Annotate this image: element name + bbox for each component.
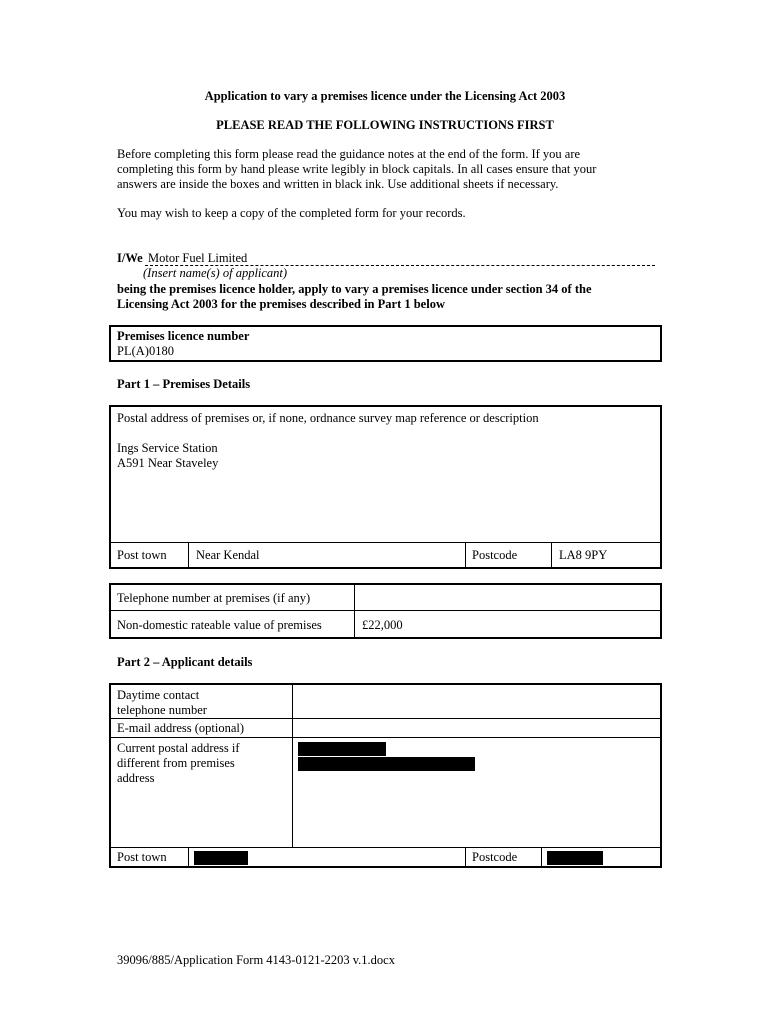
- redaction-block: [194, 851, 248, 865]
- premises-address-box: [109, 405, 662, 569]
- redaction-block: [547, 851, 603, 865]
- part2-heading: Part 2 – Applicant details: [117, 655, 253, 669]
- intro-line: completing this form by hand please write legibly in block capitals. In all cases ensure that your: [117, 162, 597, 176]
- applicant-statement: [117, 282, 657, 312]
- applicant-name[interactable]: Motor Fuel Limited: [148, 251, 248, 265]
- divider: [188, 847, 189, 867]
- divider: [110, 718, 661, 719]
- footer-reference: 39096/885/Application Form 4143-0121-2203 v.1.docx: [117, 953, 395, 967]
- applicant-post-town-label: Post town: [117, 850, 167, 864]
- divider: [465, 542, 466, 568]
- intro-line: Before completing this form please read the guidance notes at the end of the form. If you are: [117, 147, 581, 161]
- label-line: Current postal address if: [117, 741, 240, 755]
- daytime-phone-label: [117, 688, 207, 718]
- divider: [292, 684, 293, 847]
- divider: [110, 737, 661, 738]
- intro-line: answers are inside the boxes and written in black ink. Use additional sheets if necessary.: [117, 177, 559, 191]
- rateable-value[interactable]: £22,000: [362, 618, 403, 632]
- divider: [110, 542, 661, 543]
- label-line: address: [117, 771, 155, 785]
- statement-line: being the premises licence holder, apply to vary a premises licence under section 34 of the: [117, 282, 592, 296]
- premises-address-line[interactable]: Ings Service Station: [117, 441, 218, 455]
- form-title: Application to vary a premises licence under the Licensing Act 2003: [204, 89, 566, 103]
- post-town-value[interactable]: Near Kendal: [196, 548, 260, 562]
- licence-number-value[interactable]: PL(A)0180: [117, 344, 174, 358]
- post-town-label: Post town: [117, 548, 167, 562]
- part1-heading: Part 1 – Premises Details: [117, 377, 251, 391]
- label-line: different from premises: [117, 756, 235, 770]
- redaction-block: [298, 757, 475, 771]
- divider: [541, 847, 542, 867]
- premises-address-line[interactable]: A591 Near Staveley: [117, 456, 219, 470]
- statement-line: Licensing Act 2003 for the premises described in Part 1 below: [117, 297, 445, 311]
- premises-address-label: Postal address of premises or, if none, ordnance survey map reference or description: [117, 411, 539, 425]
- postcode-label: Postcode: [472, 548, 518, 562]
- intro-paragraph: [117, 147, 657, 192]
- label-line: Daytime contact: [117, 688, 200, 702]
- current-address-label: [117, 741, 240, 786]
- redaction-block: [298, 742, 386, 756]
- applicant-postcode-label: Postcode: [472, 850, 518, 864]
- instructions-heading: PLEASE READ THE FOLLOWING INSTRUCTIONS FIRST: [216, 118, 554, 132]
- applicant-hint: (Insert name(s) of applicant): [143, 266, 288, 280]
- divider: [354, 584, 355, 638]
- postcode-value[interactable]: LA8 9PY: [559, 548, 608, 562]
- divider: [110, 610, 661, 611]
- copy-note: You may wish to keep a copy of the completed form for your records.: [117, 206, 466, 220]
- rateable-value-label: Non-domestic rateable value of premises: [117, 618, 322, 632]
- divider: [551, 542, 552, 568]
- licence-number-label: Premises licence number: [117, 329, 250, 343]
- divider: [188, 542, 189, 568]
- label-line: telephone number: [117, 703, 207, 717]
- divider: [465, 847, 466, 867]
- telephone-label: Telephone number at premises (if any): [117, 591, 311, 605]
- email-label: E-mail address (optional): [117, 721, 245, 735]
- applicant-prefix: I/We: [117, 251, 143, 265]
- divider: [110, 847, 661, 848]
